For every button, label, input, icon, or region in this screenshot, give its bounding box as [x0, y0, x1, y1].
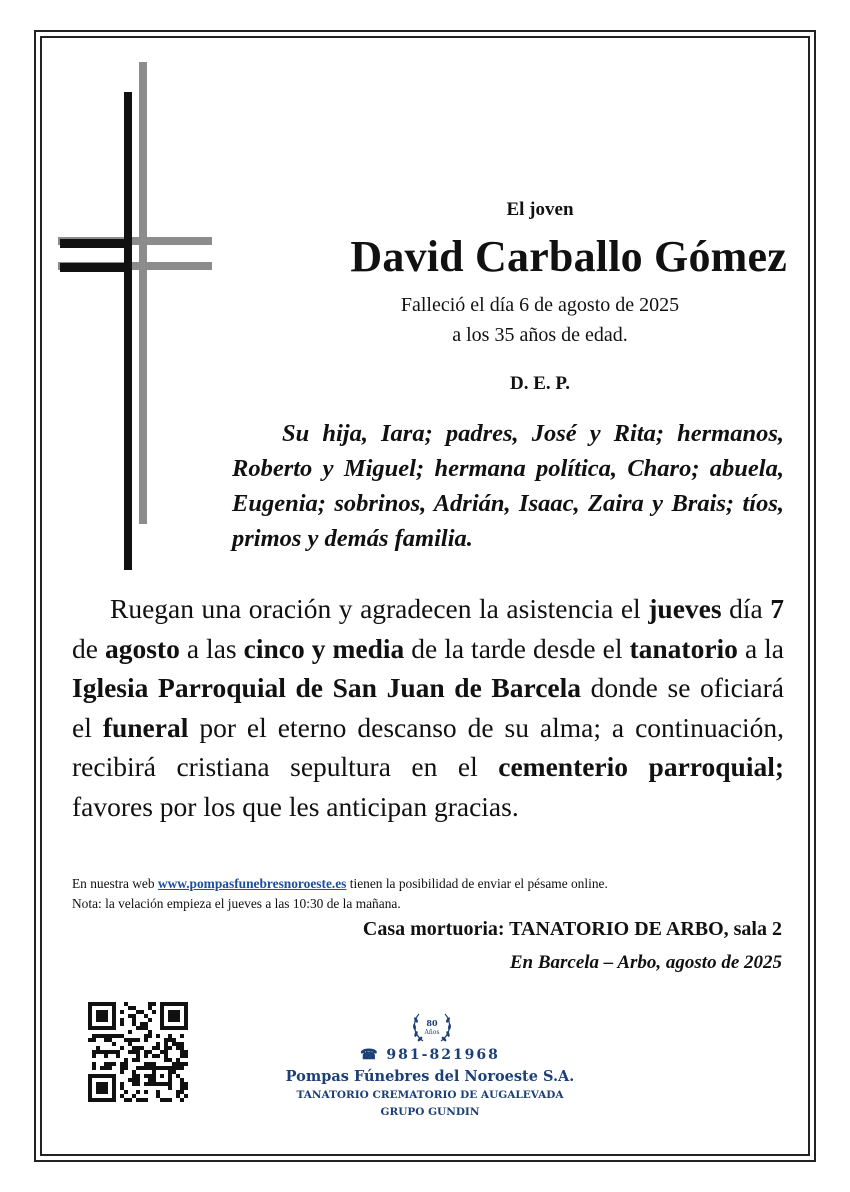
age-line: a los 35 años de edad.: [452, 324, 628, 346]
company-group: GRUPO GUNDIN: [380, 1106, 480, 1118]
badge-number: 80: [426, 1018, 438, 1028]
cross-icon: [58, 62, 218, 572]
telephone-icon: ☎: [360, 1047, 380, 1063]
website-link[interactable]: www.pompasfunebresnoroeste.es: [157, 876, 347, 891]
company-subtitle: TANATORIO CREMATORIO DE AUGALEVADA: [296, 1089, 564, 1101]
web-notes: [72, 874, 784, 914]
family-list: Su hija, Iara; padres, José y Rita; hermanos, Roberto y Miguel; hermana política, Charo; abuela, Eugenia; sobrinos, Adrián, Isaac, Zaira y Brais; tíos, primos y demás familia.: [232, 420, 784, 552]
company-name: Pompas Fúnebres del Noroeste S.A.: [285, 1068, 575, 1085]
laurel-badge-icon: [409, 1008, 455, 1048]
deceased-name: David Carballo Gómez: [350, 232, 787, 281]
phone-number: 981-821968: [386, 1047, 500, 1063]
web-note-line: En nuestra web www.pompasfunebresnoroeste.es tienen la posibilidad de enviar el pésame online.: [72, 876, 608, 891]
rip-label: D. E. P.: [509, 373, 570, 394]
death-date: Falleció el día 6 de agosto de 2025: [400, 294, 680, 316]
funeral-home-line: Casa mortuoria: TANATORIO DE ARBO, sala 2: [362, 918, 782, 940]
badge-word: Años: [424, 1029, 440, 1036]
velacion-note: Nota: la velación empieza el jueves a las 10:30 de la mañana.: [72, 896, 401, 911]
death-info: [300, 290, 780, 350]
qr-code[interactable]: [88, 1002, 188, 1102]
ceremony-text: Ruegan una oración y agradecen la asistencia el jueves día 7 de agosto a las cinco y media de la tarde desde el tanatorio a la Iglesia Parroquial de San Juan de Barcela donde se oficiará el funeral por el eterno descanso de su alma; a continuación, recibirá cristiana sepultura en el cementerio parroquial; favores por los que les anticipan gracias.: [72, 593, 785, 822]
phone-line: [220, 1047, 640, 1063]
place-date-line: En Barcela – Arbo, agosto de 2025: [509, 952, 782, 973]
intro-label: El joven: [506, 199, 574, 220]
